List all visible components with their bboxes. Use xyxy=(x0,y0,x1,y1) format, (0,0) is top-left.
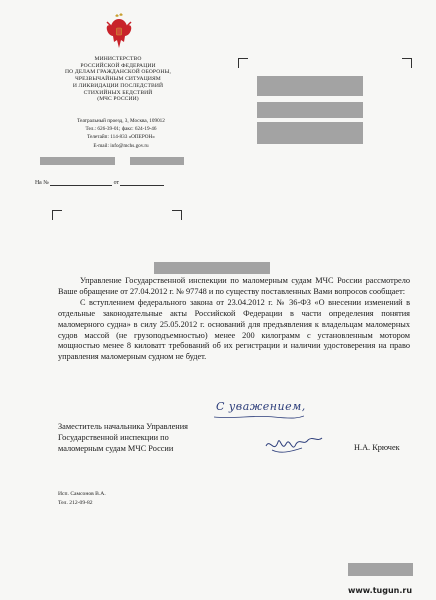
redacted-block xyxy=(257,102,363,118)
redacted-block xyxy=(257,76,363,96)
ministry-line: И ЛИКВИДАЦИИ ПОСЛЕДСТВИЙ xyxy=(72,82,164,89)
signer-title-line: маломерным судам МЧС России xyxy=(58,444,174,453)
ministry-line: ЧРЕЗВЫЧАЙНЫМ СИТУАЦИЯМ xyxy=(75,76,161,83)
body-paragraph: Управление Государственной инспекции по маломерным судам МЧС России рассмотрело Ваше обращение от 27.04.2012 г. № 97748 и по существу поставленных Вами вопросов сообщает: xyxy=(58,276,410,296)
teletype-line: Телетайп: 114-833 «ОПЕРОН» xyxy=(87,134,155,141)
ministry-line: (МЧС РОССИИ) xyxy=(97,96,139,103)
corner-mark xyxy=(402,58,412,68)
corner-mark xyxy=(238,58,248,68)
reference-line xyxy=(35,179,164,186)
corner-mark xyxy=(52,210,62,220)
coat-of-arms-emblem xyxy=(105,12,133,52)
address-line: Театральный проезд, 3, Москва, 109012 xyxy=(77,118,165,124)
ministry-line: ПО ДЕЛАМ ГРАЖДАНСКОЙ ОБОРОНЫ, xyxy=(65,69,171,76)
ministry-line: РОССИЙСКОЙ ФЕДЕРАЦИИ xyxy=(80,62,156,69)
ref-from-label: от xyxy=(113,180,120,186)
handwritten-underline xyxy=(214,414,304,420)
ministry-name xyxy=(52,56,184,103)
ministry-line: МИНИСТЕРСТВО xyxy=(94,56,142,62)
signer-title-line: Заместитель начальника Управления xyxy=(58,422,188,431)
ministry-line: СТИХИЙНЫХ БЕДСТВИЙ xyxy=(83,89,153,96)
ref-number-label: На № xyxy=(35,180,49,186)
handwritten-signature xyxy=(264,432,324,458)
ministry-contacts xyxy=(60,117,182,150)
redacted-block xyxy=(130,157,184,165)
letter-body xyxy=(58,276,410,363)
signer-title-line: Государственной инспекции по xyxy=(58,433,169,442)
redacted-block xyxy=(257,122,363,144)
handwritten-note: С уважением, xyxy=(216,400,306,413)
signer-block xyxy=(58,421,188,454)
ref-date-blank xyxy=(120,179,164,186)
phone-line: Тел.: 626-39-01; факс: 624-19-46 xyxy=(85,126,157,133)
signer-name: Н.А. Крючек xyxy=(354,443,400,452)
redacted-block xyxy=(154,262,270,274)
executor-name: Исп. Самсонов В.А. xyxy=(58,491,106,497)
redacted-block xyxy=(40,157,115,165)
email-line: E-mail: info@mchs.gov.ru xyxy=(93,142,149,149)
body-paragraph: С вступлением федерального закона от 23.04.2012 г. № 36-ФЗ «О внесении изменений в отдельные законодательные акты Российской Федерации в части определения понятия маломерного судна» в силу 25.05.2012 г. оснований для предъявления к владельцам маломерных судов массой (не грузоподъемностью) менее 200 килограмм с установленным мотором мощностью менее 8 киловатт требований об их регистрации и наличии удостоверения на право управления маломерным судном не будет. xyxy=(58,297,410,362)
corner-mark xyxy=(172,210,182,220)
ref-number-blank xyxy=(50,179,112,186)
executor-phone: Тел. 212-09-82 xyxy=(58,500,93,506)
executor-block xyxy=(58,490,106,508)
watermark-text: www.tugun.ru xyxy=(348,586,413,595)
redacted-block xyxy=(348,563,413,576)
